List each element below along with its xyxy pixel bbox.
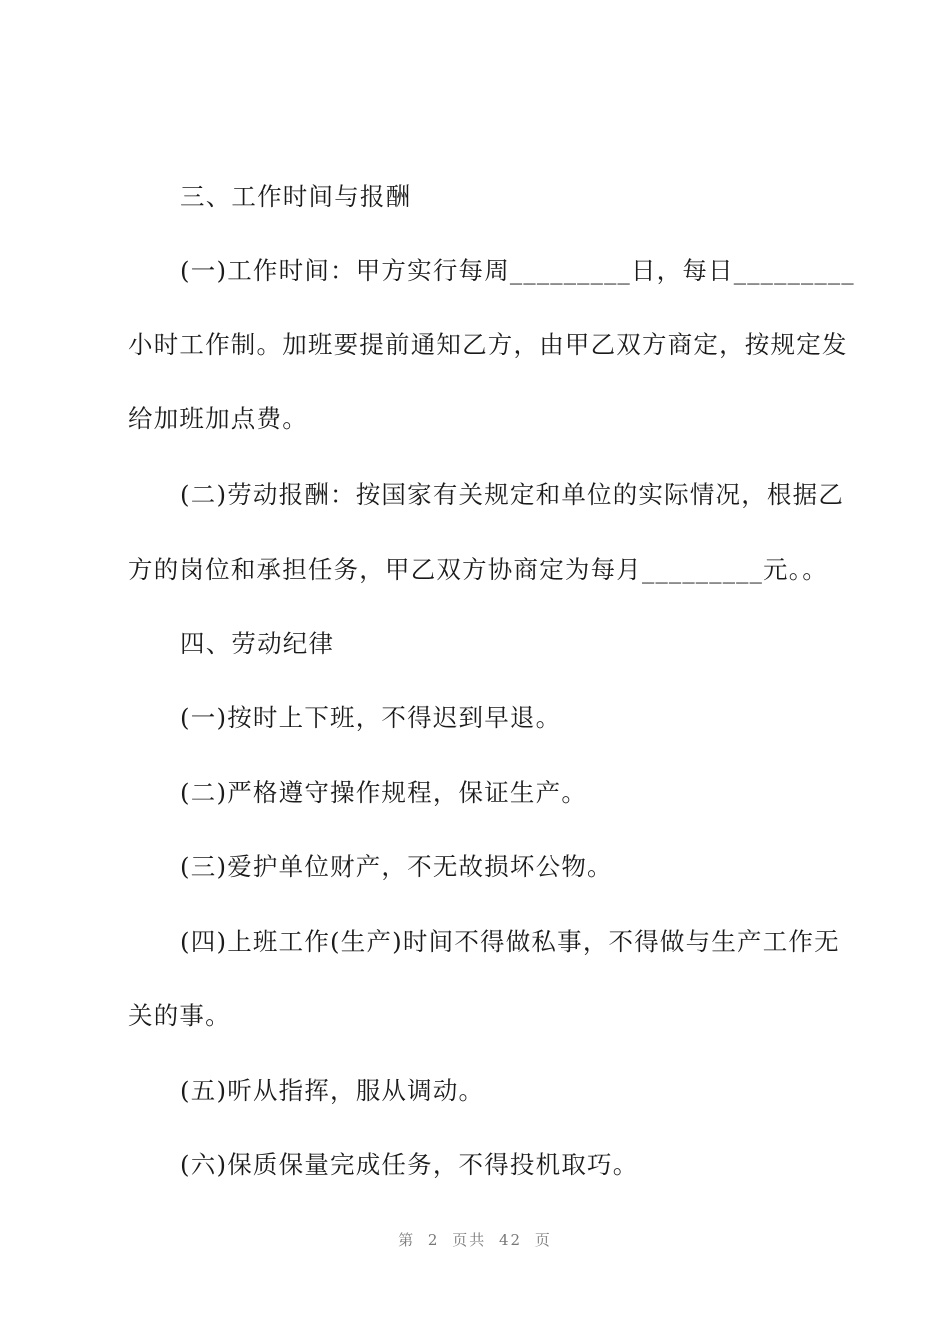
paragraph-line: 小时工作制。加班要提前通知乙方，由甲乙双方商定，按规定发 <box>128 330 848 359</box>
footer-total-pages: 42 <box>499 1231 523 1249</box>
footer-suffix: 页 <box>534 1231 552 1249</box>
footer-prefix: 第 <box>398 1231 416 1249</box>
footer-middle: 页共 <box>452 1231 487 1249</box>
paragraph-line: (四)上班工作(生产)时间不得做私事，不得做与生产工作无 <box>180 927 840 956</box>
paragraph-line: (六)保质保量完成任务，不得投机取巧。 <box>180 1150 639 1179</box>
footer-page-number: 2 <box>427 1231 440 1249</box>
paragraph-line: (二)严格遵守操作规程，保证生产。 <box>180 778 588 807</box>
section-heading-discipline: 四、劳动纪律 <box>180 629 335 658</box>
paragraph-line: 方的岗位和承担任务，甲乙双方协商定为每月_________元。。 <box>128 555 828 584</box>
paragraph-line: (一)按时上下班，不得迟到早退。 <box>180 703 562 732</box>
paragraph-line: (五)听从指挥，服从调动。 <box>180 1076 485 1105</box>
paragraph-line: (三)爱护单位财产，不无故损坏公物。 <box>180 852 613 881</box>
section-heading-work-time: 三、工作时间与报酬 <box>180 182 412 211</box>
page-footer <box>0 1229 950 1250</box>
paragraph-line: 关的事。 <box>128 1001 231 1030</box>
paragraph-line: 给加班加点费。 <box>128 404 308 433</box>
paragraph-line: (一)工作时间：甲方实行每周_________日，每日_________ <box>180 256 855 285</box>
paragraph-line: (二)劳动报酬：按国家有关规定和单位的实际情况，根据乙 <box>180 480 845 509</box>
